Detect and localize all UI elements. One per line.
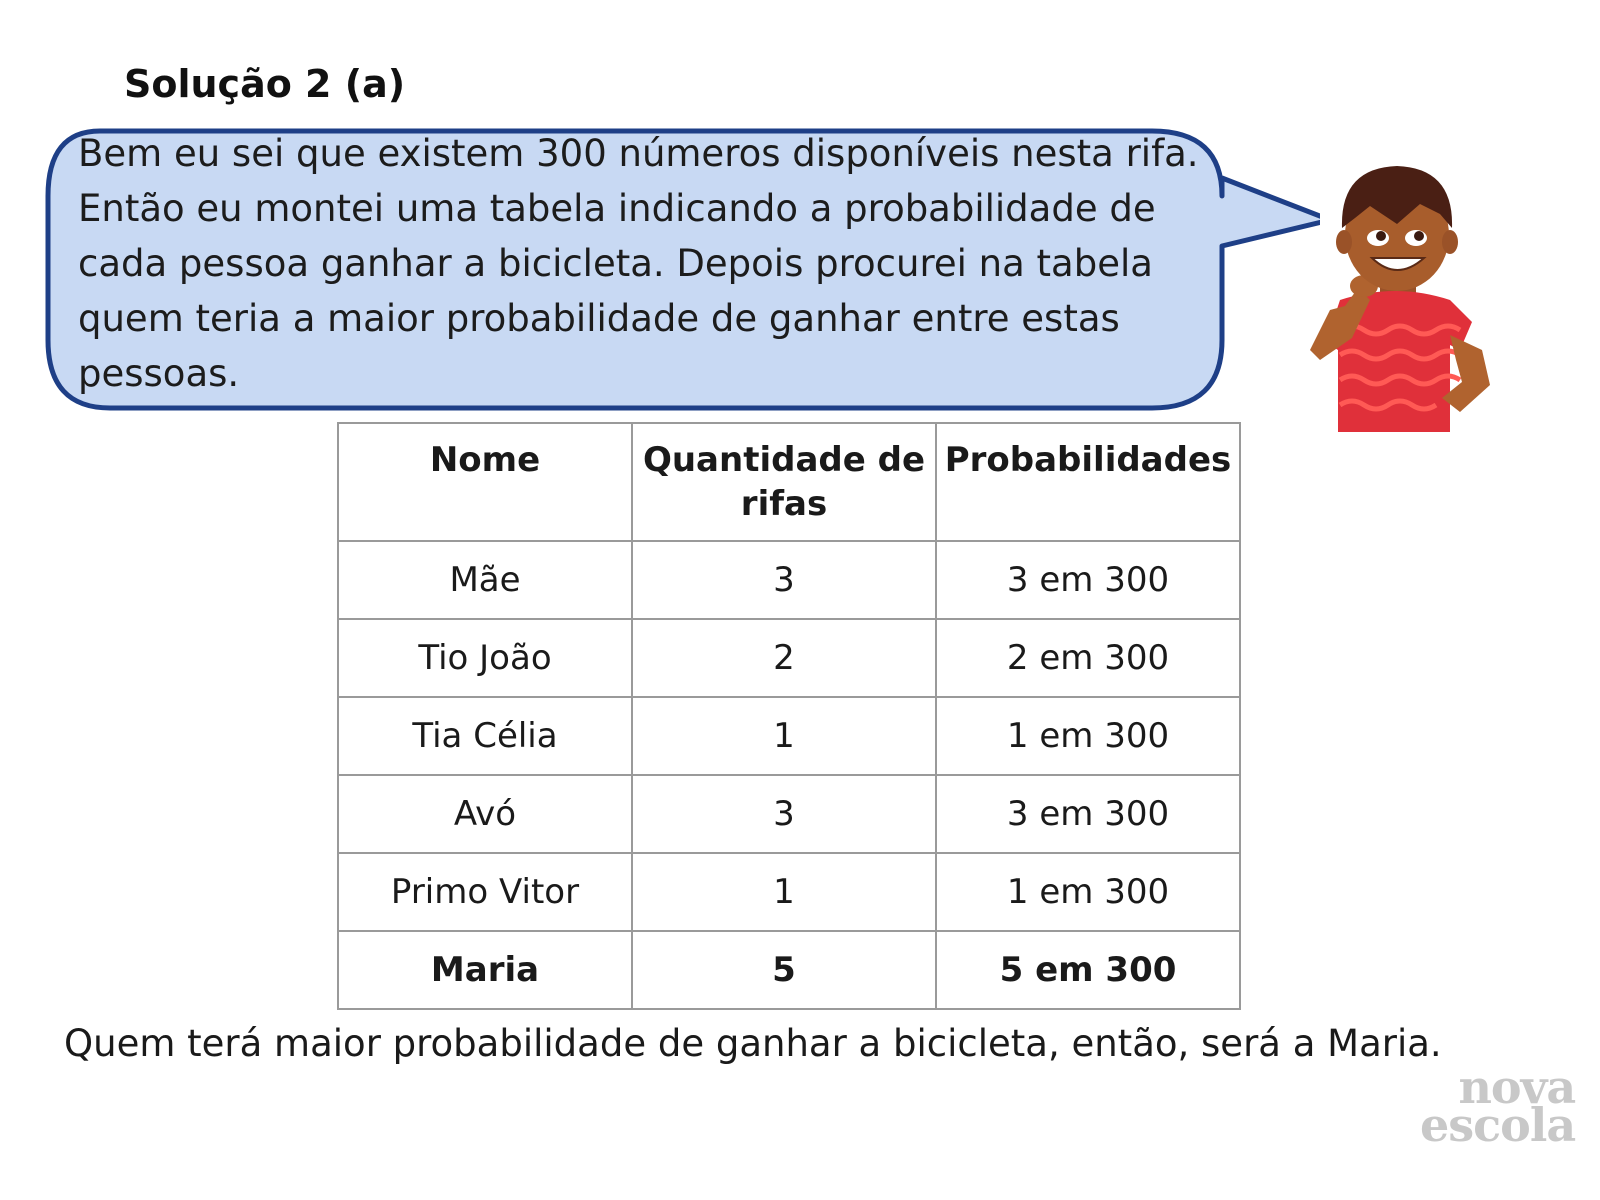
conclusion-text: Quem terá maior probabilidade de ganhar a bicicleta, então, será a Maria. (64, 1022, 1442, 1065)
table-header-row (338, 423, 1240, 541)
probability-table (337, 422, 1241, 1010)
table-row (338, 541, 1240, 619)
header-quantidade: Quantidade de rifas (632, 423, 936, 541)
cell-probabilidade: 3 em 300 (936, 541, 1240, 619)
header-probabilidades: Probabilidades (936, 423, 1240, 541)
table-row (338, 853, 1240, 931)
cell-nome: Avó (338, 775, 632, 853)
cell-quantidade: 2 (632, 619, 936, 697)
table-row (338, 775, 1240, 853)
cell-probabilidade: 2 em 300 (936, 619, 1240, 697)
cell-quantidade: 1 (632, 697, 936, 775)
cell-probabilidade: 5 em 300 (936, 931, 1240, 1009)
logo-line-1: nova (1458, 1060, 1576, 1114)
cell-probabilidade: 1 em 300 (936, 853, 1240, 931)
nova-escola-logo (1420, 1060, 1576, 1152)
thinking-boy-icon (1300, 160, 1530, 435)
table-row (338, 697, 1240, 775)
speech-bubble-text: Bem eu sei que existem 300 números disponíveis nesta rifa. Então eu montei uma tabela indicando a probabilidade de cada pessoa ganhar a bicicleta. Depois procurei na tabela quem teria a maior probabilidade de ganhar entre estas pessoas. (78, 132, 1199, 395)
cell-quantidade: 5 (632, 931, 936, 1009)
page-title: Solução 2 (a) (124, 62, 406, 106)
cell-nome: Primo Vitor (338, 853, 632, 931)
table-row (338, 619, 1240, 697)
cell-probabilidade: 1 em 300 (936, 697, 1240, 775)
header-nome: Nome (338, 423, 632, 541)
cell-nome: Mãe (338, 541, 632, 619)
cell-quantidade: 3 (632, 541, 936, 619)
cell-nome: Tia Célia (338, 697, 632, 775)
cell-nome: Tio João (338, 619, 632, 697)
cell-quantidade: 1 (632, 853, 936, 931)
cell-nome: Maria (338, 931, 632, 1009)
logo-line-2: escola (1420, 1098, 1576, 1152)
table-row-highlight (338, 931, 1240, 1009)
cell-quantidade: 3 (632, 775, 936, 853)
cell-probabilidade: 3 em 300 (936, 775, 1240, 853)
